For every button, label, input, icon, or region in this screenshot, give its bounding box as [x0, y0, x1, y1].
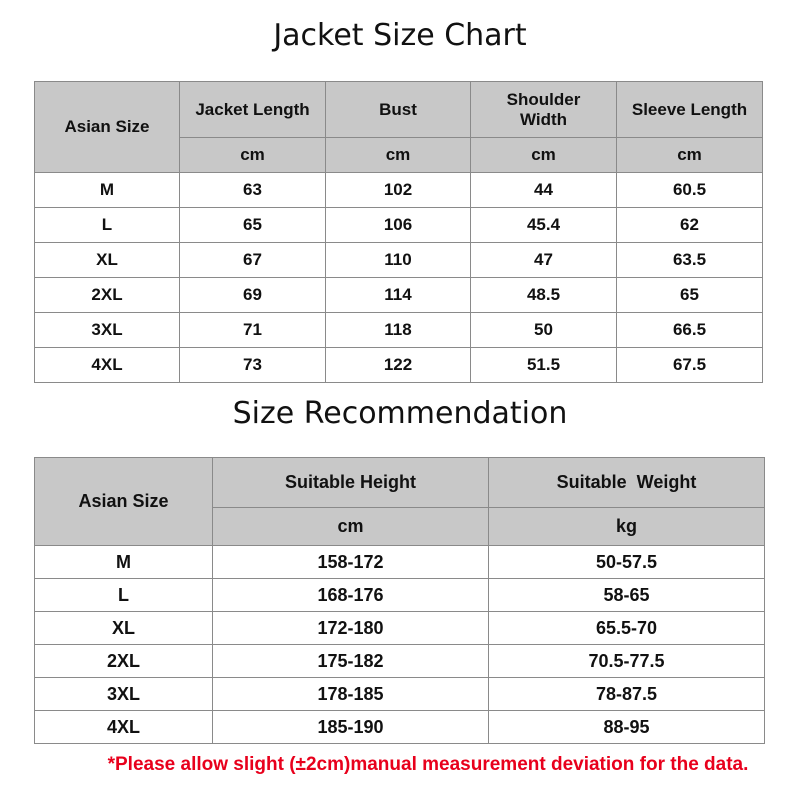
value-cell: 63 — [180, 173, 326, 208]
value-cell: 47 — [471, 243, 617, 278]
value-cell: 118 — [326, 313, 471, 348]
table-row — [35, 678, 765, 711]
unit-header: kg — [489, 508, 765, 546]
unit-header: cm — [471, 138, 617, 173]
table-row — [35, 208, 763, 243]
value-cell: 66.5 — [617, 313, 763, 348]
size-recommendation-table — [34, 457, 765, 744]
value-cell: 178-185 — [213, 678, 489, 711]
column-header: Shoulder Width — [471, 82, 617, 138]
value-cell: 65.5-70 — [489, 612, 765, 645]
unit-header: cm — [617, 138, 763, 173]
value-cell: 122 — [326, 348, 471, 383]
size-cell: M — [35, 546, 213, 579]
size-cell: L — [35, 208, 180, 243]
table-row — [35, 546, 765, 579]
value-cell: 114 — [326, 278, 471, 313]
value-cell: 67.5 — [617, 348, 763, 383]
value-cell: 88-95 — [489, 711, 765, 744]
size-cell: XL — [35, 243, 180, 278]
value-cell: 71 — [180, 313, 326, 348]
value-cell: 62 — [617, 208, 763, 243]
value-cell: 60.5 — [617, 173, 763, 208]
size-cell: M — [35, 173, 180, 208]
size-cell: XL — [35, 612, 213, 645]
table-row — [35, 243, 763, 278]
table-row — [35, 579, 765, 612]
size-cell: 3XL — [35, 313, 180, 348]
jacket-size-table — [34, 81, 763, 383]
value-cell: 70.5-77.5 — [489, 645, 765, 678]
size-column-header: Asian Size — [35, 82, 180, 173]
value-cell: 51.5 — [471, 348, 617, 383]
jacket-size-chart-title: Jacket Size Chart — [273, 18, 527, 53]
column-header: Sleeve Length — [617, 82, 763, 138]
value-cell: 185-190 — [213, 711, 489, 744]
value-cell: 45.4 — [471, 208, 617, 243]
table-row — [35, 173, 763, 208]
size-cell: L — [35, 579, 213, 612]
size-cell: 2XL — [35, 278, 180, 313]
table-row — [35, 313, 763, 348]
value-cell: 50-57.5 — [489, 546, 765, 579]
size-cell: 3XL — [35, 678, 213, 711]
value-cell: 50 — [471, 313, 617, 348]
value-cell: 44 — [471, 173, 617, 208]
table-row — [35, 348, 763, 383]
size-cell: 4XL — [35, 348, 180, 383]
column-header: Jacket Length — [180, 82, 326, 138]
size-cell: 2XL — [35, 645, 213, 678]
table-row — [35, 278, 763, 313]
value-cell: 63.5 — [617, 243, 763, 278]
unit-header: cm — [213, 508, 489, 546]
value-cell: 172-180 — [213, 612, 489, 645]
value-cell: 69 — [180, 278, 326, 313]
value-cell: 158-172 — [213, 546, 489, 579]
value-cell: 78-87.5 — [489, 678, 765, 711]
column-header: Suitable Weight — [489, 458, 765, 508]
size-recommendation-title: Size Recommendation — [232, 396, 568, 431]
value-cell: 106 — [326, 208, 471, 243]
value-cell: 58-65 — [489, 579, 765, 612]
column-header: Suitable Height — [213, 458, 489, 508]
value-cell: 102 — [326, 173, 471, 208]
table-row — [35, 612, 765, 645]
value-cell: 168-176 — [213, 579, 489, 612]
column-header: Bust — [326, 82, 471, 138]
unit-header: cm — [180, 138, 326, 173]
size-cell: 4XL — [35, 711, 213, 744]
value-cell: 175-182 — [213, 645, 489, 678]
unit-header: cm — [326, 138, 471, 173]
value-cell: 65 — [617, 278, 763, 313]
table-row — [35, 645, 765, 678]
value-cell: 65 — [180, 208, 326, 243]
value-cell: 73 — [180, 348, 326, 383]
value-cell: 48.5 — [471, 278, 617, 313]
measurement-note: *Please allow slight (±2cm)manual measurement deviation for the data. — [107, 754, 749, 775]
value-cell: 110 — [326, 243, 471, 278]
value-cell: 67 — [180, 243, 326, 278]
table-row — [35, 711, 765, 744]
size-column-header: Asian Size — [35, 458, 213, 546]
